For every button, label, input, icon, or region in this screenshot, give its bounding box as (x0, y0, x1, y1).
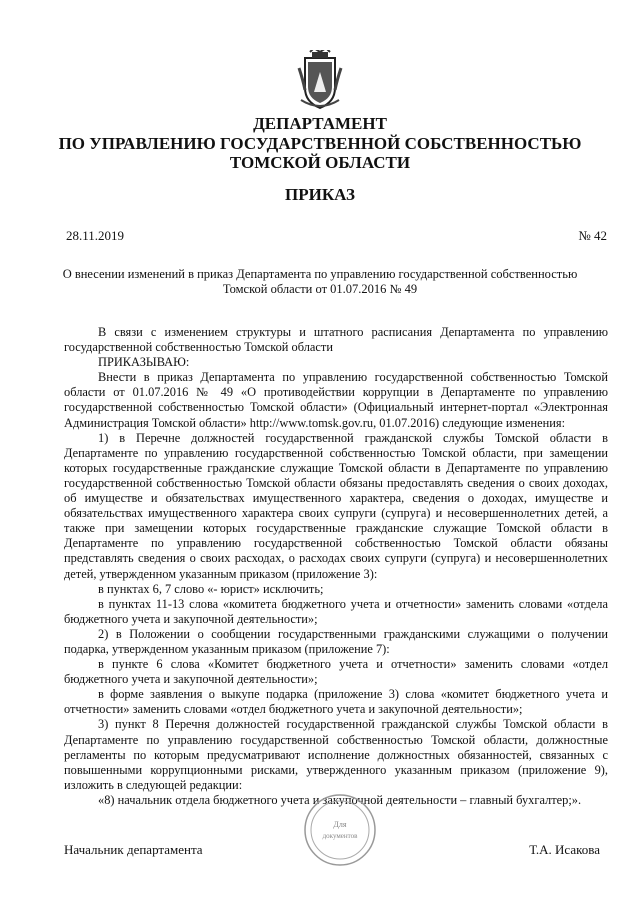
order-date: 28.11.2019 (66, 228, 125, 243)
document-title: ПРИКАЗ (285, 185, 355, 204)
body-paragraph: в форме заявления о выкупе подарка (приложение 3) слова «комитет бюджетного учета и отчетности» заменить словами «отдел бюджетного учета и закупочной деятельности»; (64, 687, 608, 717)
stamp-text-1: Для (333, 820, 347, 829)
subject-line1: О внесении изменений в приказ Департамента по управлению государственной собственностью (62, 267, 578, 281)
stamp-text-2: документов (322, 832, 358, 840)
department-name-line3: ТОМСКОЙ ОБЛАСТИ (229, 153, 411, 172)
body-paragraph: в пунктах 11-13 слова «комитета бюджетного учета и отчетности» заменить словами «отдела бюджетного учета и закупочной деятельности»; (64, 596, 608, 626)
subject-line2: Томской области от 01.07.2016 № 49 (222, 282, 418, 296)
body-paragraph: 3) пункт 8 Перечня должностей государственной гражданской службы Томской области в Департаменте по управлению государственной собственностью Томской области, должностные регламенты по которым предусматривают исполнение должностных обязанностей, связанных с повышенными коррупционными рисками, утвержденного указанным приказом (приложение 9), изложить в следующей редакции: (64, 717, 608, 792)
signer-name: Т.А. Исакова (529, 842, 600, 857)
preamble-paragraph: В связи с изменением структуры и штатного расписания Департамента по управлению государственной собственностью Томской области (64, 325, 608, 355)
order-subject (40, 267, 600, 297)
signer-position: Начальник департамента (64, 842, 203, 857)
body-paragraph: «8) начальник отдела бюджетного учета и закупочной деятельности – главный бухгалтер;». (98, 792, 582, 807)
body-paragraph: Внести в приказ Департамента по управлению государственной собственностью Томской области от 01.07.2016 № 49 «О противодействии коррупции в Департаменте по управлению государственной собственностью Томской области» (Официальный интернет-портал «Электронная Администрация Томской области» http://www.tomsk.gov.ru, 01.07.2016) следующие изменения: (64, 370, 608, 430)
stamp-seal (302, 792, 378, 868)
body-paragraph: в пунктах 6, 7 слово «- юрист» исключить; (98, 581, 324, 596)
department-name-line2: ПО УПРАВЛЕНИЮ ГОСУДАРСТВЕННОЙ СОБСТВЕННОСТЬЮ (58, 134, 582, 153)
order-directive: ПРИКАЗЫВАЮ: (98, 355, 190, 370)
order-number: № 42 (578, 228, 607, 243)
body-paragraph: 1) в Перечне должностей государственной гражданской службы Томской области в Департаменте по управлению государственной собственностью Томской области, при замещении которых государственные гражданские служащие Томской области в Департаменте по управлению государственной собственностью Томской области обязаны предоставлять сведения о своих доходах, об имуществе и обязательствах имущественного характера, сведения о доходах, имуществе и обязательствах имущественного характера своих супруги (супруга) и несовершеннолетних детей, а также при замещении которых государственные гражданские служащие Томской области в Департаменте по управлению государственной собственностью Томской области обязаны представлять сведения о своих расходах, о расходах своих супруги (супруга) и несовершеннолетних детей, утвержденном указанным приказом (приложение 3): (64, 430, 608, 581)
order-body (64, 325, 608, 808)
body-paragraph: в пункте 6 слова «Комитет бюджетного учета и отчетности» заменить словами «отдел бюджетного учета и закупочной деятельности»; (64, 657, 608, 687)
department-name-line1: ДЕПАРТАМЕНТ (253, 114, 387, 133)
body-paragraph: 2) в Положении о сообщении государственными гражданскими служащими о получении подарка, утвержденном указанным приказом (приложение 7): (64, 626, 608, 656)
coat-of-arms-icon (295, 50, 345, 110)
